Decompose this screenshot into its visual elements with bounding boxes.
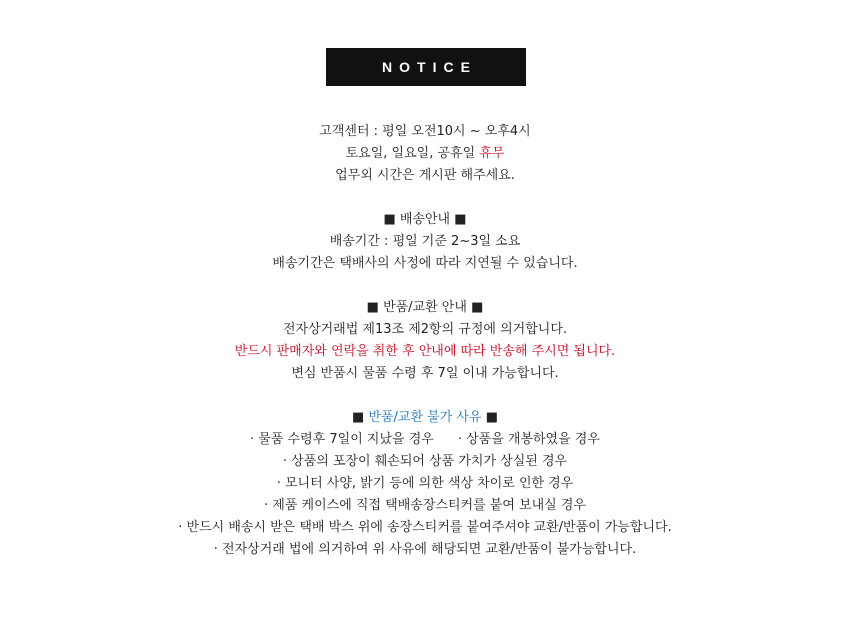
no-returns-item: · 제품 케이스에 직접 택배송장스티커를 붙여 보내실 경우 [264, 498, 586, 513]
square-bullet-icon: ■ [352, 410, 365, 425]
cs-holidays [0, 143, 850, 165]
no-returns-item [0, 429, 850, 451]
shipping-heading-text: 배송안내 [399, 212, 451, 227]
no-returns-heading [0, 407, 850, 429]
notice-content [0, 121, 850, 561]
cs-hours: 고객센터 : 평일 오전10시 ~ 오후4시 [319, 124, 531, 139]
returns-contact-note: 반드시 판매자와 연락을 취한 후 안내에 따라 반송해 주시면 됩니다. [234, 344, 616, 359]
no-returns-item-text: · 상품을 개봉하였을 경우 [457, 432, 600, 447]
square-bullet-icon: ■ [454, 212, 467, 227]
square-bullet-icon: ■ [485, 410, 498, 425]
no-returns-item: · 반드시 배송시 받은 택배 박스 위에 송장스티커를 붙여주셔야 교환/반품이 가능합니다. [178, 520, 672, 535]
square-bullet-icon: ■ [471, 300, 484, 315]
shipping-delay-note: 배송기간은 택배사의 사정에 따라 지연될 수 있습니다. [272, 256, 578, 271]
square-bullet-icon: ■ [383, 212, 396, 227]
cs-board-note: 업무외 시간은 게시판 해주세요. [335, 168, 515, 183]
returns-period: 변심 반품시 물품 수령 후 7일 이내 가능합니다. [291, 366, 559, 381]
returns-law: 전자상거래법 제13조 제2항의 규정에 의거합니다. [282, 322, 568, 337]
cs-holidays-text: 토요일, 일요일, 공휴일 [345, 146, 480, 161]
no-returns-item: · 모니터 사양, 밝기 등에 의한 색상 차이로 인한 경우 [276, 476, 574, 491]
shipping-period: 배송기간 : 평일 기준 2~3일 소요 [329, 234, 521, 249]
notice-title: NOTICE [382, 59, 477, 75]
no-returns-heading-text: 반품/교환 불가 사유 [368, 410, 482, 425]
closed-label: 휴무 [479, 146, 505, 161]
no-returns-item: · 전자상거래 법에 의거하여 위 사유에 해당되면 교환/반품이 불가능합니다. [213, 542, 637, 557]
no-returns-item-text: · 물품 수령후 7일이 지났을 경우 [250, 432, 434, 447]
notice-title-bar [326, 48, 526, 86]
shipping-heading [0, 209, 850, 231]
returns-heading [0, 297, 850, 319]
square-bullet-icon: ■ [366, 300, 379, 315]
no-returns-item: · 상품의 포장이 훼손되어 상품 가치가 상실된 경우 [282, 454, 568, 469]
returns-heading-text: 반품/교환 안내 [383, 300, 467, 315]
